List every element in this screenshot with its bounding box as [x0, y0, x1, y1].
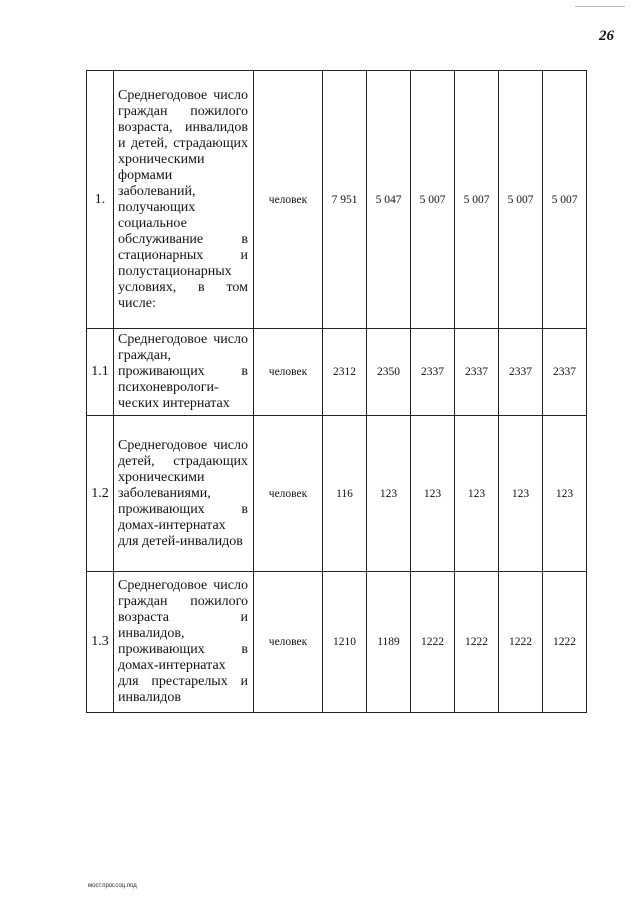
table-row	[87, 416, 587, 572]
row-number: 1.1	[87, 329, 114, 416]
row-value: 7 951	[323, 71, 367, 329]
footer-text: мост.прог.соц.под	[88, 883, 137, 889]
row-number: 1.2	[87, 416, 114, 572]
row-value: 1222	[499, 572, 543, 713]
row-value: 1210	[323, 572, 367, 713]
row-unit: человек	[254, 572, 323, 713]
row-value: 123	[499, 416, 543, 572]
row-unit: человек	[254, 329, 323, 416]
row-value: 2337	[411, 329, 455, 416]
row-unit: человек	[254, 71, 323, 329]
row-number: 1.	[87, 71, 114, 329]
row-value: 1222	[411, 572, 455, 713]
row-description: Среднегодовое число граждан, проживающих в психоневрологи-ческих интернатах	[114, 329, 254, 416]
row-value: 5 007	[543, 71, 587, 329]
row-value: 2337	[455, 329, 499, 416]
row-unit: человек	[254, 416, 323, 572]
row-value: 2312	[323, 329, 367, 416]
row-value: 1222	[455, 572, 499, 713]
row-value: 1222	[543, 572, 587, 713]
table-row	[87, 329, 587, 416]
row-value: 2337	[543, 329, 587, 416]
page-number: 26	[599, 28, 614, 44]
scan-header-mark	[575, 6, 625, 7]
table-row	[87, 71, 587, 329]
row-value: 5 007	[455, 71, 499, 329]
row-description: Среднегодовое число граждан пожилого возраста, инвалидов и детей, страдающих хроническими формами заболеваний, получающих социальное обслуживание в стационарных и полустационарных условиях, в том числе:	[114, 71, 254, 329]
row-number: 1.3	[87, 572, 114, 713]
row-value: 123	[455, 416, 499, 572]
row-value: 123	[411, 416, 455, 572]
table-row	[87, 572, 587, 713]
row-value: 5 007	[411, 71, 455, 329]
row-value: 5 007	[499, 71, 543, 329]
indicators-table	[86, 70, 587, 713]
row-value: 1189	[367, 572, 411, 713]
row-value: 116	[323, 416, 367, 572]
row-value: 123	[543, 416, 587, 572]
row-description: Среднегодовое число граждан пожилого возраста и инвалидов, проживающих в домах-интернатах для престарелых и инвалидов	[114, 572, 254, 713]
row-value: 2337	[499, 329, 543, 416]
row-value: 5 047	[367, 71, 411, 329]
row-value: 2350	[367, 329, 411, 416]
row-value: 123	[367, 416, 411, 572]
row-description: Среднегодовое число детей, страдающих хроническими заболеваниями, проживающих в домах-интернатах для детей-инвалидов	[114, 416, 254, 572]
